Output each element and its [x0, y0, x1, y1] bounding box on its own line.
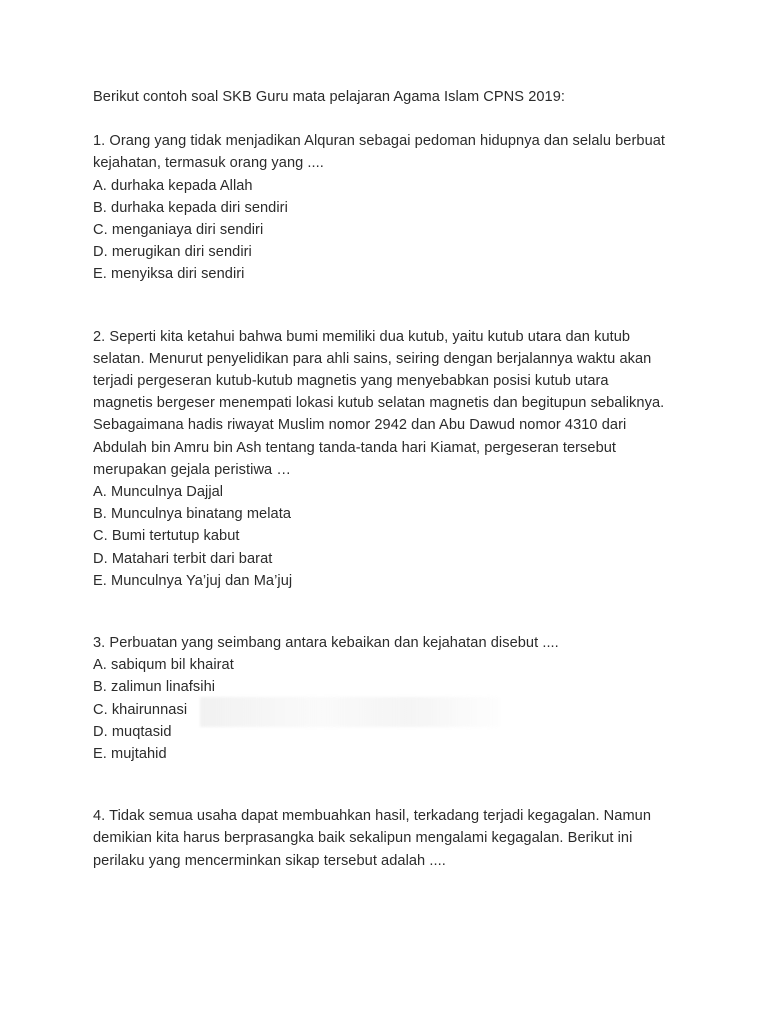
- option-item[interactable]: A. Munculnya Dajjal: [93, 484, 224, 501]
- option-item[interactable]: E. menyiksa diri sendiri: [93, 266, 245, 283]
- option-item[interactable]: B. zalimun linafsihi: [93, 679, 216, 696]
- option-item[interactable]: A. durhaka kepada Allah: [93, 177, 253, 194]
- document-intro: Berikut contoh soal SKB Guru mata pelajaran Agama Islam CPNS 2019:: [93, 89, 566, 105]
- option-item[interactable]: C. menganiaya diri sendiri: [93, 222, 264, 239]
- option-item[interactable]: C. khairunnasi: [93, 701, 188, 718]
- question-2-text: 2. Seperti kita ketahui bahwa bumi memiliki dua kutub, yaitu kutub utara dan kutub selatan. Menurut penyelidikan para ahli sains, seiring dengan berjalannya waktu akan terjadi pergeseran kutub-kutub magnetis yang menyebabkan posisi kutub utara magnetis bergeser menempati lokasi kutub selatan magnetis dan begitupun sebaliknya. Sebagaimana hadis riwayat Muslim nomor 2942 dan Abu Dawud nomor 4310 dari Abdulah bin Amru bin Ash tentang tanda-tanda hari Kiamat, pergeseran tersebut merupakan gejala peristiwa …: [93, 328, 665, 478]
- question-2-options: [93, 481, 670, 592]
- question-1-options: [93, 175, 670, 286]
- document-body: [93, 86, 670, 872]
- question-block-2: [93, 326, 670, 592]
- option-item[interactable]: D. Matahari terbit dari barat: [93, 550, 273, 567]
- option-item[interactable]: C. Bumi tertutup kabut: [93, 528, 240, 545]
- question-1-text: 1. Orang yang tidak menjadikan Alquran sebagai pedoman hidupnya dan selalu berbuat kejahatan, termasuk orang yang ....: [93, 133, 666, 172]
- option-item[interactable]: D. merugikan diri sendiri: [93, 244, 252, 261]
- option-item[interactable]: E. mujtahid: [93, 746, 167, 763]
- option-item[interactable]: B. durhaka kepada diri sendiri: [93, 199, 288, 216]
- question-block-1: [93, 130, 670, 285]
- question-block-4: [93, 805, 670, 872]
- question-block-3: [93, 632, 670, 765]
- option-item[interactable]: A. sabiqum bil khairat: [93, 657, 234, 674]
- question-4-text: 4. Tidak semua usaha dapat membuahkan hasil, terkadang terjadi kegagalan. Namun demikian kita harus berprasangka baik sekalipun mengalami kegagalan. Berikut ini perilaku yang mencerminkan sikap tersebut adalah ....: [93, 808, 652, 869]
- option-item[interactable]: B. Munculnya binatang melata: [93, 506, 292, 523]
- question-3-options: [93, 654, 670, 765]
- option-item[interactable]: D. muqtasid: [93, 723, 172, 740]
- option-item[interactable]: E. Munculnya Ya’juj dan Ma’juj: [93, 572, 293, 589]
- question-3-text: 3. Perbuatan yang seimbang antara kebaikan dan kejahatan disebut ....: [93, 635, 559, 652]
